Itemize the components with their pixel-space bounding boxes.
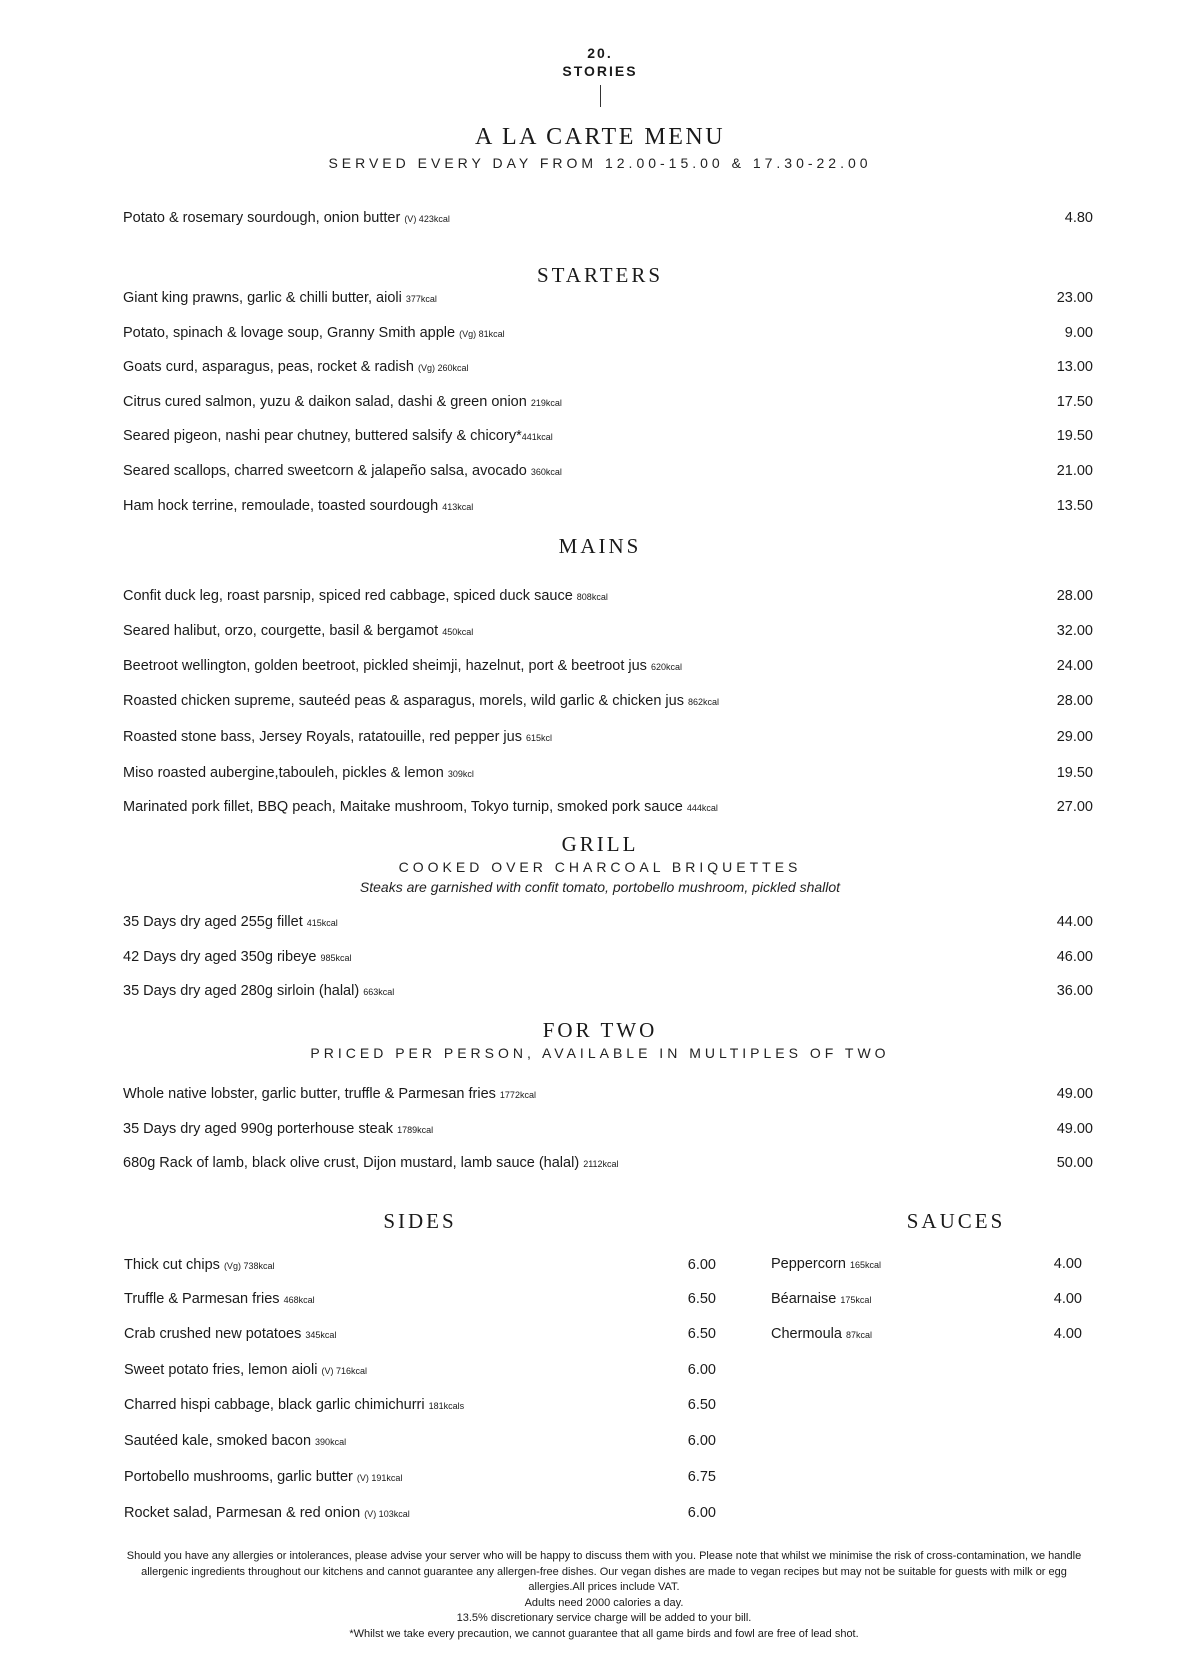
item-kcal: 390kcal (315, 1437, 347, 1447)
menu-item (123, 655, 1093, 677)
bread-item (123, 207, 1093, 229)
item-price: 32.00 (1056, 623, 1093, 639)
item-kcal: (Vg) 738kcal (223, 1261, 275, 1271)
item-name: Goats curd, asparagus, peas, rocket & radish (123, 359, 414, 375)
item-price: 23.00 (1056, 290, 1093, 306)
item-price: 6.00 (687, 1433, 716, 1449)
menu-item (123, 796, 1093, 818)
item-price: 6.50 (687, 1326, 716, 1342)
menu-item (771, 1253, 1082, 1275)
menu-item (123, 356, 1093, 378)
menu-item (124, 1502, 716, 1524)
item-kcal: 615kcl (526, 733, 553, 743)
menu-item (124, 1288, 716, 1310)
item-price: 6.00 (687, 1257, 716, 1273)
item-kcal: 985kcal (320, 953, 352, 963)
menu-item (123, 946, 1093, 968)
menu-item (123, 690, 1093, 712)
item-name: 680g Rack of lamb, black olive crust, Dijon mustard, lamb sauce (halal) (123, 1155, 580, 1171)
item-kcal: (Vg) 81kcal (459, 329, 505, 339)
item-name: Citrus cured salmon, yuzu & daikon salad, dashi & green onion (123, 394, 527, 410)
item-price: 4.00 (1053, 1291, 1082, 1307)
item-kcal: 808kcal (576, 592, 608, 602)
item-kcal: 862kcal (687, 697, 720, 707)
menu-subtitle: SERVED EVERY DAY FROM 12.00-15.00 & 17.30-22.00 (328, 155, 872, 171)
item-kcal: 1789kcal (397, 1125, 434, 1135)
item-price: 36.00 (1056, 983, 1093, 999)
item-kcal: 345kcal (305, 1330, 337, 1340)
logo-line-2: STORIES (562, 63, 638, 79)
item-name: Giant king prawns, garlic & chilli butter, aioli (123, 290, 402, 306)
allergy-notice: Should you have any allergies or intolerances, please advise your server who will be happy to discuss them with you. Please note that whilst we minimise the risk of cross-contamination, we handle allergenic ingredients throughout our kitchens and cannot guarantee any allergen-free dishes. Our vegan dishes are made to vegan recipes but may not be suitable for guests with milk or egg allergies.All prices include VAT. (126, 1550, 1082, 1593)
item-name: 35 Days dry aged 280g sirloin (halal) (123, 983, 360, 999)
item-kcal: 441kcal (521, 432, 553, 442)
item-name: Potato & rosemary sourdough, onion butter (123, 210, 401, 226)
logo-divider (600, 85, 601, 107)
game-notice: *Whilst we take every precaution, we cannot guarantee that all game birds and fowl are free of lead shot. (349, 1627, 859, 1640)
menu-item (123, 620, 1093, 642)
item-price: 21.00 (1056, 463, 1093, 479)
item-name: 42 Days dry aged 350g ribeye (123, 949, 317, 965)
item-name: Peppercorn (771, 1256, 846, 1272)
item-price: 28.00 (1056, 693, 1093, 709)
item-kcal: 309kcl (447, 769, 474, 779)
item-price: 17.50 (1056, 394, 1093, 410)
item-price: 19.50 (1056, 428, 1093, 444)
menu-item (771, 1288, 1082, 1310)
menu-item (123, 322, 1093, 344)
grill-subtitle: COOKED OVER CHARCOAL BRIQUETTES (398, 859, 802, 875)
item-kcal: 175kcal (840, 1295, 872, 1305)
item-kcal: 468kcal (283, 1295, 315, 1305)
item-name: Marinated pork fillet, BBQ peach, Maitake mushroom, Tokyo turnip, smoked pork sauce (123, 799, 683, 815)
item-kcal: 663kcal (363, 987, 395, 997)
menu-item (123, 762, 1093, 784)
item-price: 13.50 (1056, 498, 1093, 514)
menu-item (124, 1323, 716, 1345)
item-name: Rocket salad, Parmesan & red onion (124, 1505, 361, 1521)
item-price: 24.00 (1056, 658, 1093, 674)
item-name: Crab crushed new potatoes (124, 1326, 302, 1342)
item-price: 49.00 (1056, 1121, 1093, 1137)
item-name: Truffle & Parmesan fries (124, 1291, 280, 1307)
for-two-subtitle: PRICED PER PERSON, AVAILABLE IN MULTIPLES OF TWO (310, 1045, 890, 1061)
item-name: Confit duck leg, roast parsnip, spiced red cabbage, spiced duck sauce (123, 588, 573, 604)
restaurant-logo (0, 44, 1200, 107)
menu-item (123, 726, 1093, 748)
menu-item (123, 1118, 1093, 1140)
item-price: 6.50 (687, 1291, 716, 1307)
item-name: Sautéed kale, smoked bacon (124, 1433, 312, 1449)
item-kcal: 415kcal (306, 918, 338, 928)
item-price: 4.00 (1053, 1256, 1082, 1272)
menu-item (123, 425, 1093, 447)
item-kcal: 377kcal (405, 294, 437, 304)
item-name: 35 Days dry aged 990g porterhouse steak (123, 1121, 394, 1137)
item-price: 4.80 (1064, 210, 1093, 226)
item-kcal: (V) 191kcal (356, 1473, 403, 1483)
item-price: 6.00 (687, 1505, 716, 1521)
item-name: Beetroot wellington, golden beetroot, pickled sheimji, hazelnut, port & beetroot jus (123, 658, 647, 674)
item-price: 27.00 (1056, 799, 1093, 815)
menu-title: A LA CARTE MENU (474, 124, 726, 150)
menu-item (124, 1254, 716, 1276)
menu-item (123, 1083, 1093, 1105)
item-name: Béarnaise (771, 1291, 837, 1307)
item-price: 49.00 (1056, 1086, 1093, 1102)
item-kcal: 450kcal (442, 627, 474, 637)
item-kcal: 2112kcal (583, 1159, 619, 1169)
menu-item (771, 1323, 1082, 1345)
item-kcal: (V) 716kcal (321, 1366, 367, 1376)
logo-line-1: 20. (587, 45, 613, 61)
item-price: 19.50 (1056, 765, 1093, 781)
item-name: Chermoula (771, 1326, 842, 1342)
item-kcal: 444kcal (686, 803, 718, 813)
item-price: 46.00 (1056, 949, 1093, 965)
item-name: Miso roasted aubergine,tabouleh, pickles & lemon (123, 765, 444, 781)
item-kcal: 413kcal (442, 502, 474, 512)
menu-item (123, 1152, 1093, 1174)
item-price: 28.00 (1056, 588, 1093, 604)
item-price: 4.00 (1053, 1326, 1082, 1342)
item-price: 6.00 (687, 1362, 716, 1378)
menu-item (124, 1466, 716, 1488)
menu-item (123, 287, 1093, 309)
footer-notes (118, 1549, 1090, 1642)
calorie-notice: Adults need 2000 calories a day. (524, 1596, 684, 1609)
item-kcal: 219kcal (530, 398, 562, 408)
item-kcal: 165kcal (850, 1260, 882, 1270)
menu-item (123, 391, 1093, 413)
item-name: Charred hispi cabbage, black garlic chimichurri (124, 1397, 425, 1413)
sauces-title: SAUCES (906, 1209, 1006, 1233)
item-name: Portobello mushrooms, garlic butter (124, 1469, 353, 1485)
item-name: Thick cut chips (124, 1257, 220, 1273)
menu-item (123, 911, 1093, 933)
starters-title: STARTERS (536, 263, 664, 287)
menu-item (124, 1430, 716, 1452)
menu-item (123, 460, 1093, 482)
item-name: Seared pigeon, nashi pear chutney, buttered salsify & chicory* (123, 428, 522, 444)
item-price: 13.00 (1056, 359, 1093, 375)
item-price: 6.75 (687, 1469, 716, 1485)
item-kcal: (V) 423kcal (404, 214, 450, 224)
grill-note: Steaks are garnished with confit tomato, portobello mushroom, pickled shallot (359, 879, 841, 895)
item-name: Seared scallops, charred sweetcorn & jalapeño salsa, avocado (123, 463, 527, 479)
item-price: 9.00 (1064, 325, 1093, 341)
menu-item (123, 585, 1093, 607)
item-kcal: 1772kcal (499, 1090, 536, 1100)
item-name: Sweet potato fries, lemon aioli (124, 1362, 318, 1378)
item-name: 35 Days dry aged 255g fillet (123, 914, 303, 930)
item-name: Roasted stone bass, Jersey Royals, ratatouille, red pepper jus (123, 729, 522, 745)
item-kcal: 360kcal (530, 467, 562, 477)
menu-item (123, 495, 1093, 517)
menu-item (124, 1359, 716, 1381)
mains-title: MAINS (558, 534, 642, 558)
sides-title: SIDES (383, 1209, 457, 1233)
item-kcal: 181kcals (428, 1401, 465, 1411)
item-price: 50.00 (1056, 1155, 1093, 1171)
item-name: Seared halibut, orzo, courgette, basil & bergamot (123, 623, 439, 639)
item-name: Potato, spinach & lovage soup, Granny Smith apple (123, 325, 456, 341)
item-kcal: 87kcal (845, 1330, 872, 1340)
grill-title: GRILL (561, 832, 639, 856)
item-name: Ham hock terrine, remoulade, toasted sourdough (123, 498, 439, 514)
item-price: 29.00 (1056, 729, 1093, 745)
menu-item (123, 980, 1093, 1002)
item-kcal: (V) 103kcal (364, 1509, 410, 1519)
item-kcal: (Vg) 260kcal (418, 363, 469, 373)
service-charge-notice: 13.5% discretionary service charge will be added to your bill. (456, 1612, 752, 1624)
item-kcal: 620kcal (650, 662, 682, 672)
item-price: 6.50 (687, 1397, 716, 1413)
item-name: Roasted chicken supreme, sauteéd peas & asparagus, morels, wild garlic & chicken jus (123, 693, 684, 709)
item-price: 44.00 (1056, 914, 1093, 930)
menu-item (124, 1394, 716, 1416)
item-name: Whole native lobster, garlic butter, truffle & Parmesan fries (123, 1086, 496, 1102)
for-two-title: FOR TWO (542, 1018, 658, 1042)
